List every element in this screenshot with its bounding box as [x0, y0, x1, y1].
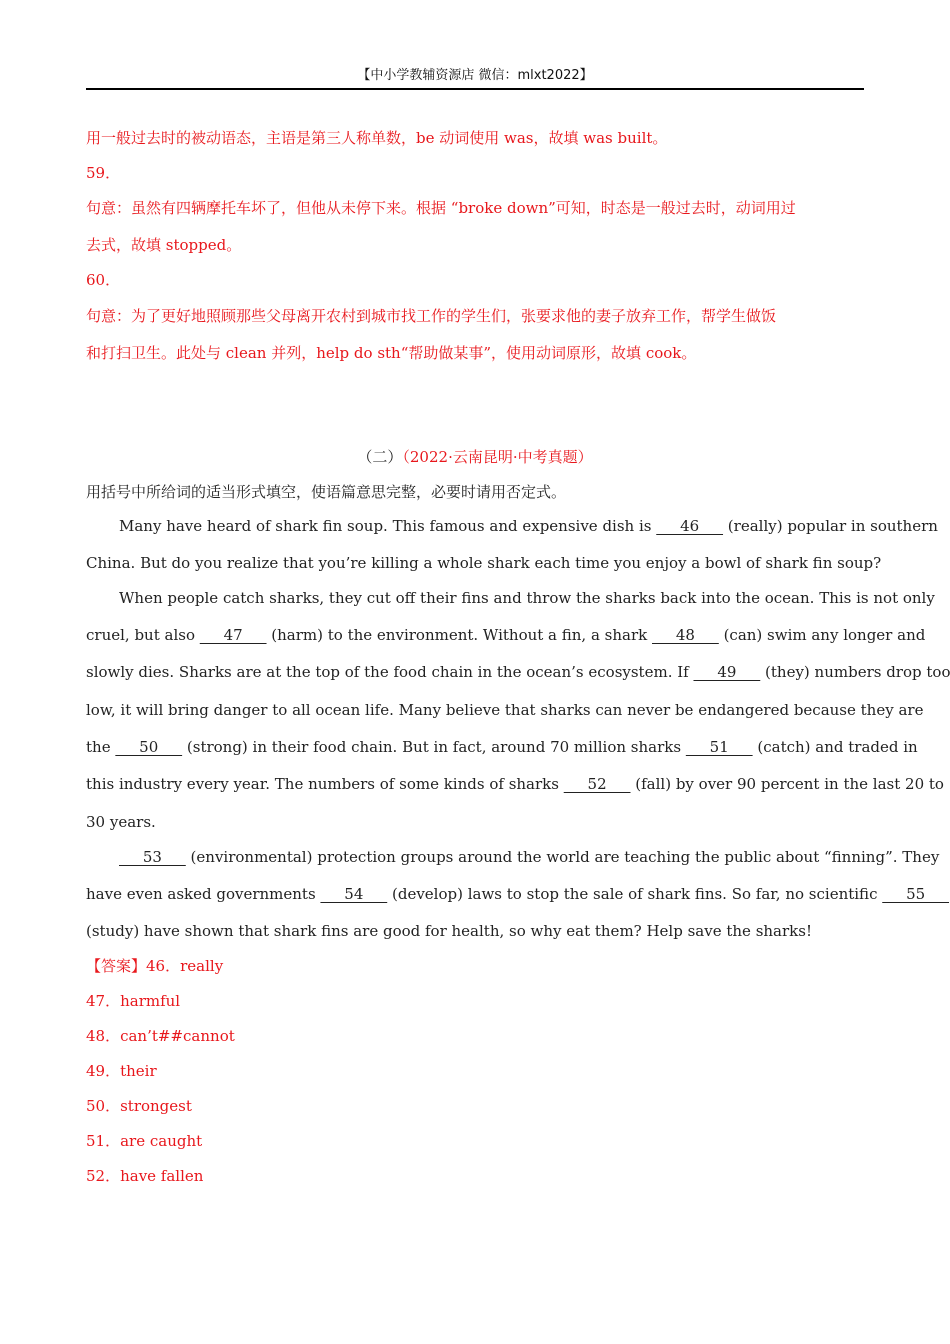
answer-50: 50．strongest	[86, 1097, 192, 1115]
passage-text: (they) numbers drop too	[760, 663, 950, 681]
question-60-explanation-cont: 和打扫卫生。此处与 clean 并列，help do sth“帮助做某事”，使用动词原形，故填 cook。	[86, 344, 697, 362]
passage-text: (develop) laws to stop the sale of shark fins. So far, no scientific	[387, 885, 883, 903]
answer-47: 47．harmful	[86, 992, 181, 1010]
question-59-number: 59．	[86, 164, 121, 182]
passage-text: Many have heard of shark fin soup. This famous and expensive dish is	[119, 517, 657, 535]
passage-line: When people catch sharks, they cut off their fins and throw the sharks back into the ocean. This is not only	[119, 589, 935, 607]
blank-51: 51	[685, 738, 753, 756]
blank-53: 53	[119, 848, 186, 866]
section-title-prefix: （二）	[357, 448, 403, 466]
question-60-number: 60．	[86, 271, 121, 289]
answer-52: 52．have fallen	[86, 1167, 204, 1185]
passage-text: (environmental) protection groups around the world are teaching the public about “finning”. They	[185, 848, 940, 866]
question-59-explanation-cont: 去式，故填 stopped。	[86, 236, 242, 254]
blank-47: 47	[199, 626, 267, 644]
answer-49: 49．their	[86, 1062, 157, 1080]
question-59-explanation: 句意：虽然有四辆摩托车坏了，但他从未停下来。根据 “broke down”可知，时态是一般过去时，动词用过	[86, 199, 796, 217]
passage-line: low, it will bring danger to all ocean life. Many believe that sharks can never be endangered because they are	[86, 701, 924, 719]
question-60-explanation: 句意：为了更好地照顾那些父母离开农村到城市找工作的学生们，张要求他的妻子放弃工作，帮学生做饭	[86, 307, 777, 325]
blank-55: 55	[882, 885, 950, 903]
passage-line	[86, 662, 950, 682]
page-header: 【中小学教辅资源店 微信：mlxt2022】	[86, 66, 864, 90]
passage-text: the	[86, 738, 116, 756]
passage-line	[119, 847, 940, 867]
passage-text: (strong) in their food chain. But in fact, around 70 million sharks	[182, 738, 686, 756]
passage-text: (fall) by over 90 percent in the last 20 to	[630, 775, 944, 793]
blank-54: 54	[320, 885, 388, 903]
answer-48: 48．can’t##cannot	[86, 1027, 235, 1045]
section-title	[86, 447, 864, 467]
passage-text: have even asked governments	[86, 885, 321, 903]
passage-line: China. But do you realize that you’re killing a whole shark each time you enjoy a bowl of shark fin soup?	[86, 554, 882, 572]
passage-text: cruel, but also	[86, 626, 200, 644]
passage-line: (study) have shown that shark fins are good for health, so why eat them? Help save the sharks!	[86, 922, 812, 940]
passage-line	[86, 737, 918, 757]
answer-label: 【答案】	[86, 957, 147, 975]
passage-text: (harm) to the environment. Without a fin, a shark	[266, 626, 653, 644]
answer-46	[86, 956, 876, 976]
passage-line	[119, 516, 938, 536]
answer-51: 51．are caught	[86, 1132, 203, 1150]
passage-line: 30 years.	[86, 813, 156, 831]
blank-52: 52	[563, 775, 631, 793]
passage-text: (catch) and traded in	[752, 738, 918, 756]
passage-text: slowly dies. Sharks are at the top of the food chain in the ocean’s ecosystem. If	[86, 663, 694, 681]
passage-text: this industry every year. The numbers of some kinds of sharks	[86, 775, 564, 793]
passage-line	[86, 884, 950, 904]
passage-text: (really) popular in southern	[723, 517, 938, 535]
passage-line	[86, 774, 944, 794]
section-title-source: （2022·云南昆明·中考真题）	[402, 448, 593, 466]
passage-text: (can) swim any longer and	[718, 626, 926, 644]
answer-text: 46．really	[146, 957, 224, 975]
prev-answer-line: 用一般过去时的被动语态，主语是第三人称单数，be 动词使用 was，故填 was built。	[86, 129, 668, 147]
section-instruction: 用括号中所给词的适当形式填空，使语篇意思完整，必要时请用否定式。	[86, 483, 567, 501]
blank-49: 49	[693, 663, 761, 681]
blank-46: 46	[656, 517, 724, 535]
blank-50: 50	[115, 738, 183, 756]
passage-line	[86, 625, 926, 645]
blank-48: 48	[652, 626, 719, 644]
